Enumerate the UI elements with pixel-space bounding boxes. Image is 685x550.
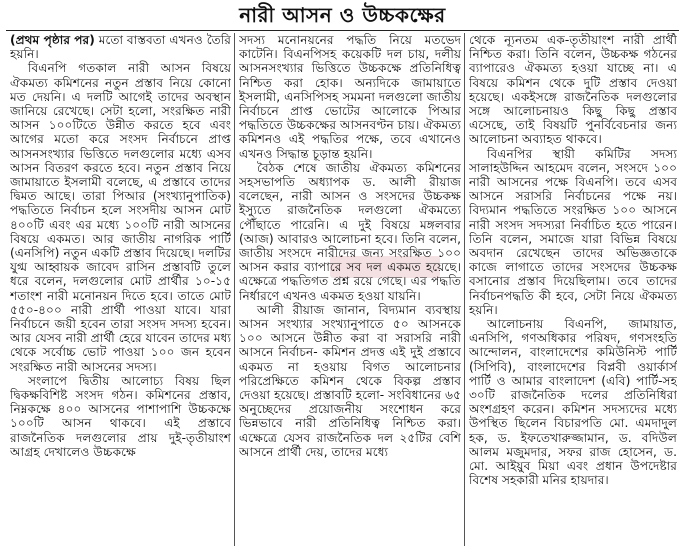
- article-paragraph: আলোচনায় বিএনপি, জামায়াত, এনসিপি, গণঅধিকার পরিষদ, গণসংহতি আন্দোলন, বাংলাদেশের কমিউনিস্ট পার্টি (সিপিবি), বাংলাদেশের বিপ্লবী ওয়ার্কার্স পার্টি ও আমার বাংলাদেশ (এবি) পার্টি-সহ ৩০টি রাজনৈতিক দলের প্রতিনিধিরা অংশগ্রহণ করেন। কমিশন সদস্যদের মধ্যে উপস্থিত ছিলেন বিচারপতি মো. এমদাদুল হক, ড. ইফতেখারুজ্জামান, ড. বদিউল আলম মজুমদার, সফর রাজ হোসেন, ড. মো. আইয়ুব মিয়া এবং প্রধান উপদেষ্টার বিশেষ সহকারী মনির হায়দার।: [469, 317, 677, 488]
- article-column-3: [469, 33, 677, 547]
- article-column-1: [10, 33, 231, 547]
- continuation-label: (প্রথম পৃষ্ঠার পর): [10, 33, 95, 47]
- article-headline: নারী আসন ও উচ্চকক্ষের: [239, 3, 446, 27]
- article-paragraph: বিএনপি গতকাল নারী আসন বিষয়ে ঐকমত্য কমিশনের নতুন প্রস্তাব নিয়ে কোনো মত দেয়নি। এ দলটি আগেই তাদের অবস্থান জানিয়ে রেখেছে। সেটা হলো, সংরক্ষিত নারী আসন ১০০টিতে উন্নীত করতে হবে এবং আগের মতো করে সংসদ নির্বাচনে প্রাপ্ত আসনসংখ্যার ভিত্তিতে দলগুলোর মধ্যে এসব আসন বিতরণ করতে হবে। নতুন প্রস্তাব নিয়ে জামায়াতে ইসলামী বলেছে, এ প্রস্তাবে তাদের দ্বিমত আছে। তারা পিআর (সংখ্যানুপাতিক) পদ্ধতিতে নির্বাচন হলে সংসদীয় আসন মোট ৪০০টি এবং এর মধ্যে ১০০টি নারী আসনের বিষয়ে একমত। আর জাতীয় নাগরিক পার্টি (এনসিপি) নতুন একটি প্রস্তাব দিয়েছে। দলটির যুগ্ম আহ্বায়ক জাবেদ রাসিন প্রস্তাবটি তুলে ধরে বলেন, দলগুলোর মোট প্রার্থীর ১০-১৫ শতাংশ নারী মনোনয়ন দিতে হবে। তাতে মোট ৫৫০-৪০০ নারী প্রার্থী পাওয়া যাবে। যারা নির্বাচনে জয়ী হবেন তারা সংসদ সদস্য হবেন। আর যেসব নারী প্রার্থী হেরে যাবেন তাদের মধ্য থেকে সর্বোচ্চ ভোট পাওয়া ১০০ জন হবেন সংরক্ষিত নারী আসনের সদস্য।: [10, 61, 231, 374]
- article-paragraph: সদস্য মনোনয়নের পদ্ধতি নিয়ে মতভেদ কাটেনি। বিএনপিসহ কয়েকটি দল চায়, দলীয় আসনসংখ্যার ভিত্তিতে উচ্চকক্ষে প্রতিনিধিত্ব নিশ্চিত করা হোক। অন্যদিকে জামায়াতে ইসলামী, এনসিপিসহ সমমনা দলগুলো জাতীয় নির্বাচনে প্রাপ্ত ভোটের আলোকে পিআর পদ্ধতিতে উচ্চকক্ষের আসনবণ্টন চায়। ঐকমত্য কমিশনও এই পদ্ধতির পক্ষে, তবে এখানেও এখনও সিদ্ধান্ত চূড়ান্ত হয়নি।: [239, 33, 461, 161]
- headline-rule: [6, 30, 679, 31]
- article-paragraph: বৈঠক শেষে জাতীয় ঐকমত্য কমিশনের সহসভাপতি অধ্যাপক ড. আলী রীয়াজ বলেছেন, নারী আসন ও সংসদের উচ্চকক্ষ ইস্যুতে রাজনৈতিক দলগুলো ঐকমত্যে পৌঁছাতে পারেনি। এ দুই বিষয়ে মঙ্গলবার (আজ) আবারও আলোচনা হবে। তিনি বলেন, জাতীয় সংসদে নারীদের জন্য সংরক্ষিত ১০০ আসন করার ব্যাপারে সব দল একমত হয়েছে। এক্ষেত্রে পদ্ধতিগত প্রশ্ন রয়ে গেছে। এর পদ্ধতি নির্ধারণে এখনও একমত হওয়া যায়নি।: [239, 160, 461, 303]
- article-paragraph: সংলাপে দ্বিতীয় আলোচ্য বিষয় ছিল দ্বিকক্ষবিশিষ্ট সংসদ গঠন। কমিশনের প্রস্তাব, নিম্নকক্ষে ৪০০ আসনের পাশাপাশি উচ্চকক্ষে ১০০টি আসন থাকবে। এই প্রস্তাবে রাজনৈতিক দলগুলোর প্রায় দুই-তৃতীয়াংশ আগ্রহ দেখালেও উচ্চকক্ষে: [10, 373, 231, 459]
- article-paragraph: [10, 33, 231, 61]
- article-column-2: [239, 33, 461, 547]
- article-paragraph: বিএনপির স্থায়ী কমিটির সদস্য সালাহউদ্দিন আহমেদ বলেন, সংসদে ১০০ নারী আসনের পক্ষে বিএনপি। তবে এসব আসনে সরাসরি নির্বাচনের পক্ষে নয়। বিদ্যমান পদ্ধতিতে সংরক্ষিত ১০০ আসনে নারী সংসদ সদস্যরা নির্বাচিত হতে পারেন। তিনি বলেন, সমাজে যারা বিভিন্ন বিষয়ে অবদান রেখেছেন তাদের অভিজ্ঞতাকে কাজে লাগাতে তাদের সংসদের উচ্চকক্ষ বসানোর প্রস্তাব দিয়েছিলাম। তবে তাদের নির্বাচনপদ্ধতি কী হবে, সেটা নিয়ে ঐকমত্য হয়নি।: [469, 146, 677, 317]
- column-divider: [464, 33, 465, 546]
- article-paragraph: আলী রীয়াজ জানান, বিদ্যমান ব্যবস্থায় আসন সংখ্যার সংখ্যানুপাতে ৫০ আসনকে ১০০ আসনে উন্নীত করা বা সরাসরি নারী আসনে নির্বাচন- কমিশন প্রদত্ত এই দুই প্রস্তাবে একমত না হওয়ায় বিগত আলোচনার পরিপ্রেক্ষিতে কমিশন থেকে বিকল্প প্রস্তাব দেওয়া হয়েছে। প্রস্তাবটি হলো- সংবিধানের ৬৫ অনুচ্ছেদের প্রয়োজনীয় সংশোধন করে ভিন্নভাবে নারী প্রতিনিধিত্ব নিশ্চিত করা। এক্ষেত্রে যেসব রাজনৈতিক দল ২৫টির বেশি আসনে প্রার্থী দেয়, তাদের মধ্যে: [239, 302, 461, 459]
- paragraph-text: মতো বাস্তবতা এখনও তৈরি হয়নি।: [10, 33, 231, 62]
- column-divider: [234, 33, 235, 546]
- article-paragraph: থেকে ন্যূনতম এক-তৃতীয়াংশ নারী প্রার্থী নিশ্চিত করা। তিনি বলেন, উচ্চকক্ষ গঠনের ব্যাপারেও ঐকমত্য হওয়া যাচ্ছে না। এ বিষয়ে কমিশন থেকে দুটি প্রস্তাব দেওয়া হয়েছে। একইসঙ্গে রাজনৈতিক দলগুলোর সঙ্গে আলোচনায়ও কিছু কিছু প্রস্তাব এসেছে, তাই বিষয়টি পুনর্বিবেচনার জন্য আলোচনা অব্যাহত থাকবে।: [469, 33, 677, 147]
